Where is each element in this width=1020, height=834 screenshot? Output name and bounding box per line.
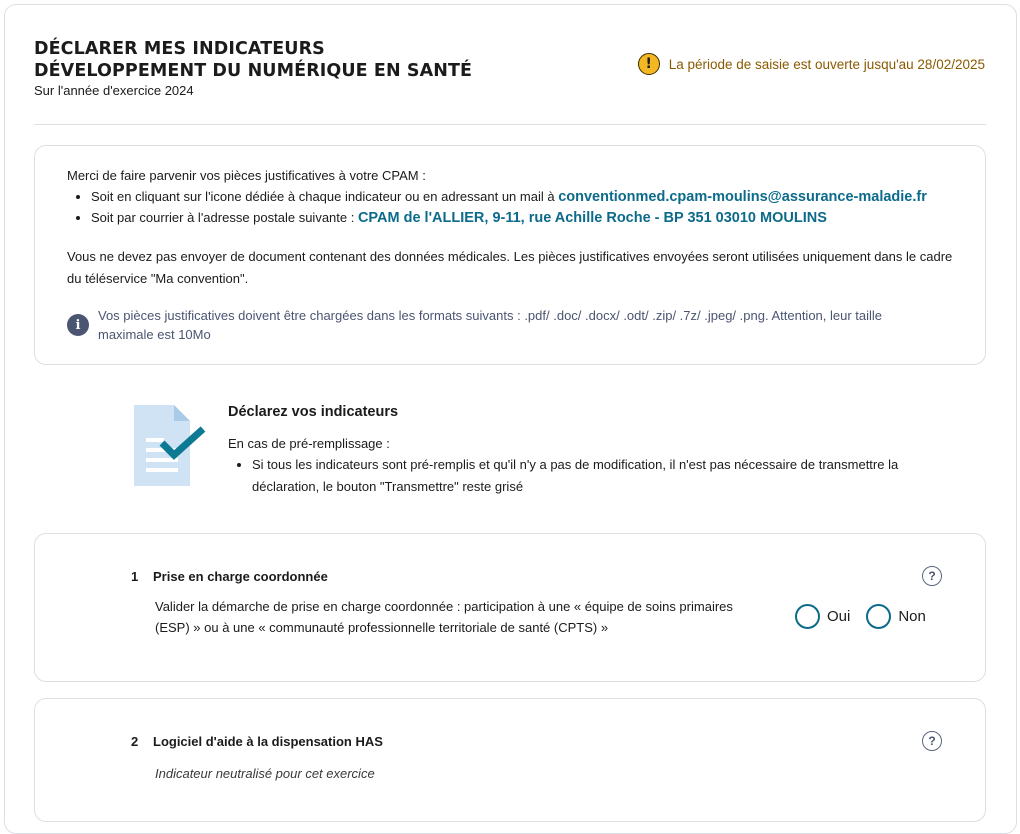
bullet-mail-text: Soit en cliquant sur l'icone dédiée à chaque indicateur ou en adressant un mail à [91, 189, 559, 204]
radio-non[interactable] [866, 604, 926, 629]
indicator-card-1 [34, 533, 986, 682]
declare-subtitle: En cas de pré-remplissage : [228, 436, 390, 451]
instructions-intro: Merci de faire parvenir vos pièces justificatives à votre CPAM : [67, 168, 426, 183]
indicator-number: 2 [131, 734, 139, 749]
help-icon[interactable]: ? [922, 566, 942, 586]
page-title-line1: DÉCLARER MES INDICATEURS [34, 39, 325, 59]
radio-non-label: Non [898, 608, 926, 625]
declare-title: Déclarez vos indicateurs [228, 404, 399, 420]
page-title [34, 38, 472, 82]
indicator-title: Prise en charge coordonnée [153, 569, 328, 584]
declare-list [228, 454, 952, 498]
radio-oui[interactable] [795, 604, 850, 629]
format-notice-text: Vos pièces justificatives doivent être chargées dans les formats suivants : .pdf/ .doc/ .docx/ .odt/ .zip/ .7z/ .jpeg/ .png. Attention, leur taille maximale est 10Mo [98, 308, 883, 342]
instructions-box [34, 145, 986, 365]
info-icon: i [67, 314, 89, 336]
period-notice [638, 53, 985, 75]
radio-oui-circle[interactable] [795, 604, 820, 629]
format-notice [67, 306, 937, 344]
period-text: La période de saisie est ouverte jusqu'au 28/02/2025 [668, 56, 985, 72]
page-title-line2: DÉVELOPPEMENT DU NUMÉRIQUE EN SANTÉ [34, 61, 473, 81]
indicator-note: Indicateur neutralisé pour cet exercice [155, 766, 375, 781]
indicator-number: 1 [131, 569, 139, 584]
instructions-list [67, 186, 927, 228]
instructions-bullet-mail [91, 186, 927, 207]
page-header [34, 38, 472, 98]
header-divider [34, 124, 986, 125]
warning-icon: ! [638, 53, 660, 75]
document-check-icon [130, 400, 210, 490]
medical-data-warning: Vous ne devez pas envoyer de document contenant des données médicales. Les pièces justificatives envoyées seront utilisées uniquement dans le cadre du téléservice "Ma convention". [67, 249, 953, 286]
indicator-card-2 [34, 698, 986, 822]
email-link[interactable]: conventionmed.cpam-moulins@assurance-maladie.fr [558, 189, 927, 205]
declare-bullet: • Si tous les indicateurs sont pré-remplis et qu'il n'y a pas de modification, il n'est pas nécessaire de transmettre la déclaration, le bouton "Transmettre" reste grisé [252, 454, 952, 498]
indicator-description: Valider la démarche de prise en charge coordonnée : participation à une « équipe de soins primaires (ESP) » ou à une « communauté professionnelle territoriale de santé (CPTS) » [155, 599, 733, 635]
yes-no-radio-group [795, 604, 926, 629]
indicator-title: Logiciel d'aide à la dispensation HAS [153, 734, 383, 749]
instructions-bullet-post [91, 207, 927, 228]
radio-oui-label: Oui [827, 608, 851, 625]
radio-non-circle[interactable] [866, 604, 891, 629]
page-subtitle: Sur l'année d'exercice 2024 [34, 83, 194, 98]
postal-address: CPAM de l'ALLIER, 9-11, rue Achille Roche - BP 351 03010 MOULINS [357, 210, 827, 226]
help-icon[interactable]: ? [922, 731, 942, 751]
bullet-post-text: Soit par courrier à l'adresse postale suivante : [91, 210, 358, 225]
